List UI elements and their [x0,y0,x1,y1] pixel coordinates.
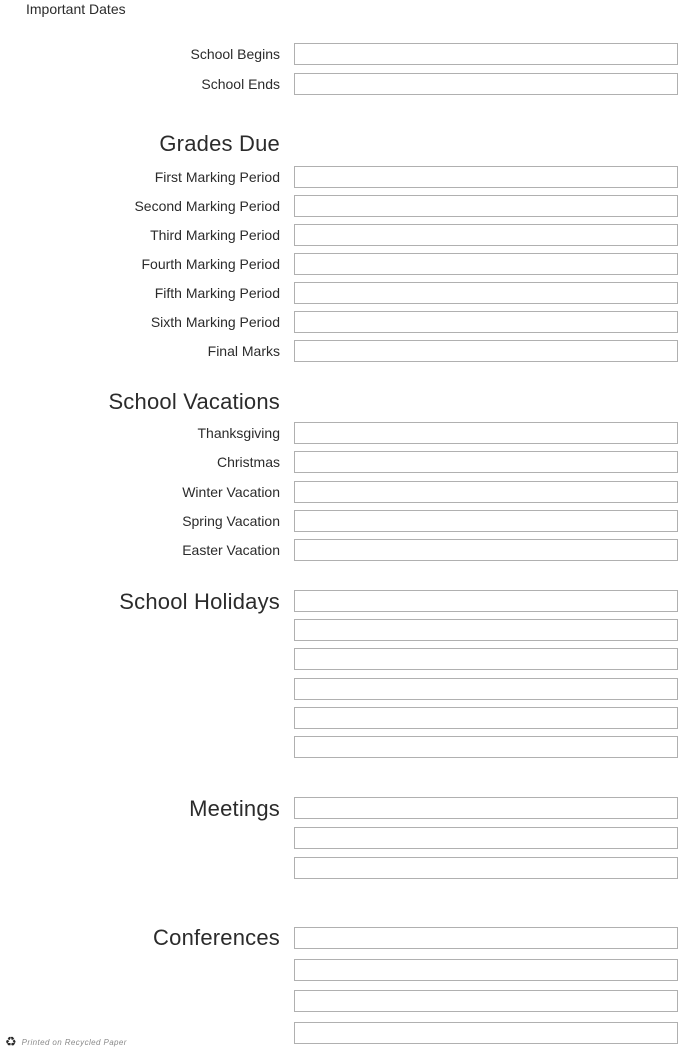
recycle-icon: ♻ [5,1034,17,1049]
form-row [0,253,679,275]
form-row [0,590,679,612]
conference-input-1[interactable] [294,927,678,949]
sixth-marking-period-label: Sixth Marking Period [150,314,280,330]
first-marking-period-label: First Marking Period [154,169,280,185]
form-row [0,340,679,362]
spring-vacation-input[interactable] [294,510,678,532]
christmas-label: Christmas [216,454,280,470]
school-holidays-heading: School Holidays [119,589,280,614]
second-marking-period-label: Second Marking Period [134,198,280,214]
fourth-marking-period-label: Fourth Marking Period [141,256,280,272]
footer [5,1035,127,1049]
form-row [0,959,679,981]
form-row [0,678,679,700]
thanksgiving-input[interactable] [294,422,678,444]
third-marking-period-input[interactable] [294,224,678,246]
christmas-input[interactable] [294,451,678,473]
school-holiday-input-2[interactable] [294,619,678,641]
form-row [0,857,679,879]
meetings-heading: Meetings [189,796,280,821]
winter-vacation-label: Winter Vacation [182,484,280,500]
second-marking-period-input[interactable] [294,195,678,217]
form-row [0,224,679,246]
form-row [0,927,679,949]
fourth-marking-period-input[interactable] [294,253,678,275]
conferences-heading: Conferences [153,925,280,950]
easter-vacation-input[interactable] [294,539,678,561]
form-row [0,510,679,532]
fifth-marking-period-input[interactable] [294,282,678,304]
school-ends-label: School Ends [201,76,280,92]
school-holiday-input-4[interactable] [294,678,678,700]
school-ends-input[interactable] [294,73,678,95]
conference-input-3[interactable] [294,990,678,1012]
form-row [0,648,679,670]
school-begins-label: School Begins [190,46,280,62]
grades-due-heading: Grades Due [159,131,280,156]
form-row [0,827,679,849]
final-marks-label: Final Marks [207,343,280,359]
form-row [0,451,679,473]
form-row [0,311,679,333]
form-row [0,43,679,65]
winter-vacation-input[interactable] [294,481,678,503]
conference-input-2[interactable] [294,959,678,981]
meeting-input-2[interactable] [294,827,678,849]
footer-text: Printed on Recycled Paper [21,1037,127,1047]
spring-vacation-label: Spring Vacation [182,513,280,529]
school-holiday-input-6[interactable] [294,736,678,758]
form-row [0,990,679,1012]
form-row [0,481,679,503]
school-holiday-input-5[interactable] [294,707,678,729]
fifth-marking-period-label: Fifth Marking Period [154,285,280,301]
form-row [0,736,679,758]
form-row [0,282,679,304]
conference-input-4[interactable] [294,1022,678,1044]
third-marking-period-label: Third Marking Period [150,227,280,243]
school-vacations-heading: School Vacations [108,389,280,414]
form-row [0,195,679,217]
form-row [0,422,679,444]
easter-vacation-label: Easter Vacation [182,542,280,558]
page-title: Important Dates [26,1,126,17]
form-row [0,707,679,729]
school-holiday-input-3[interactable] [294,648,678,670]
form-row [0,539,679,561]
form-row [0,797,679,819]
form-row [0,166,679,188]
meeting-input-1[interactable] [294,797,678,819]
sixth-marking-period-input[interactable] [294,311,678,333]
school-begins-input[interactable] [294,43,678,65]
thanksgiving-label: Thanksgiving [197,425,280,441]
school-holiday-input-1[interactable] [294,590,678,612]
first-marking-period-input[interactable] [294,166,678,188]
final-marks-input[interactable] [294,340,678,362]
form-row [0,73,679,95]
meeting-input-3[interactable] [294,857,678,879]
form-row [0,619,679,641]
